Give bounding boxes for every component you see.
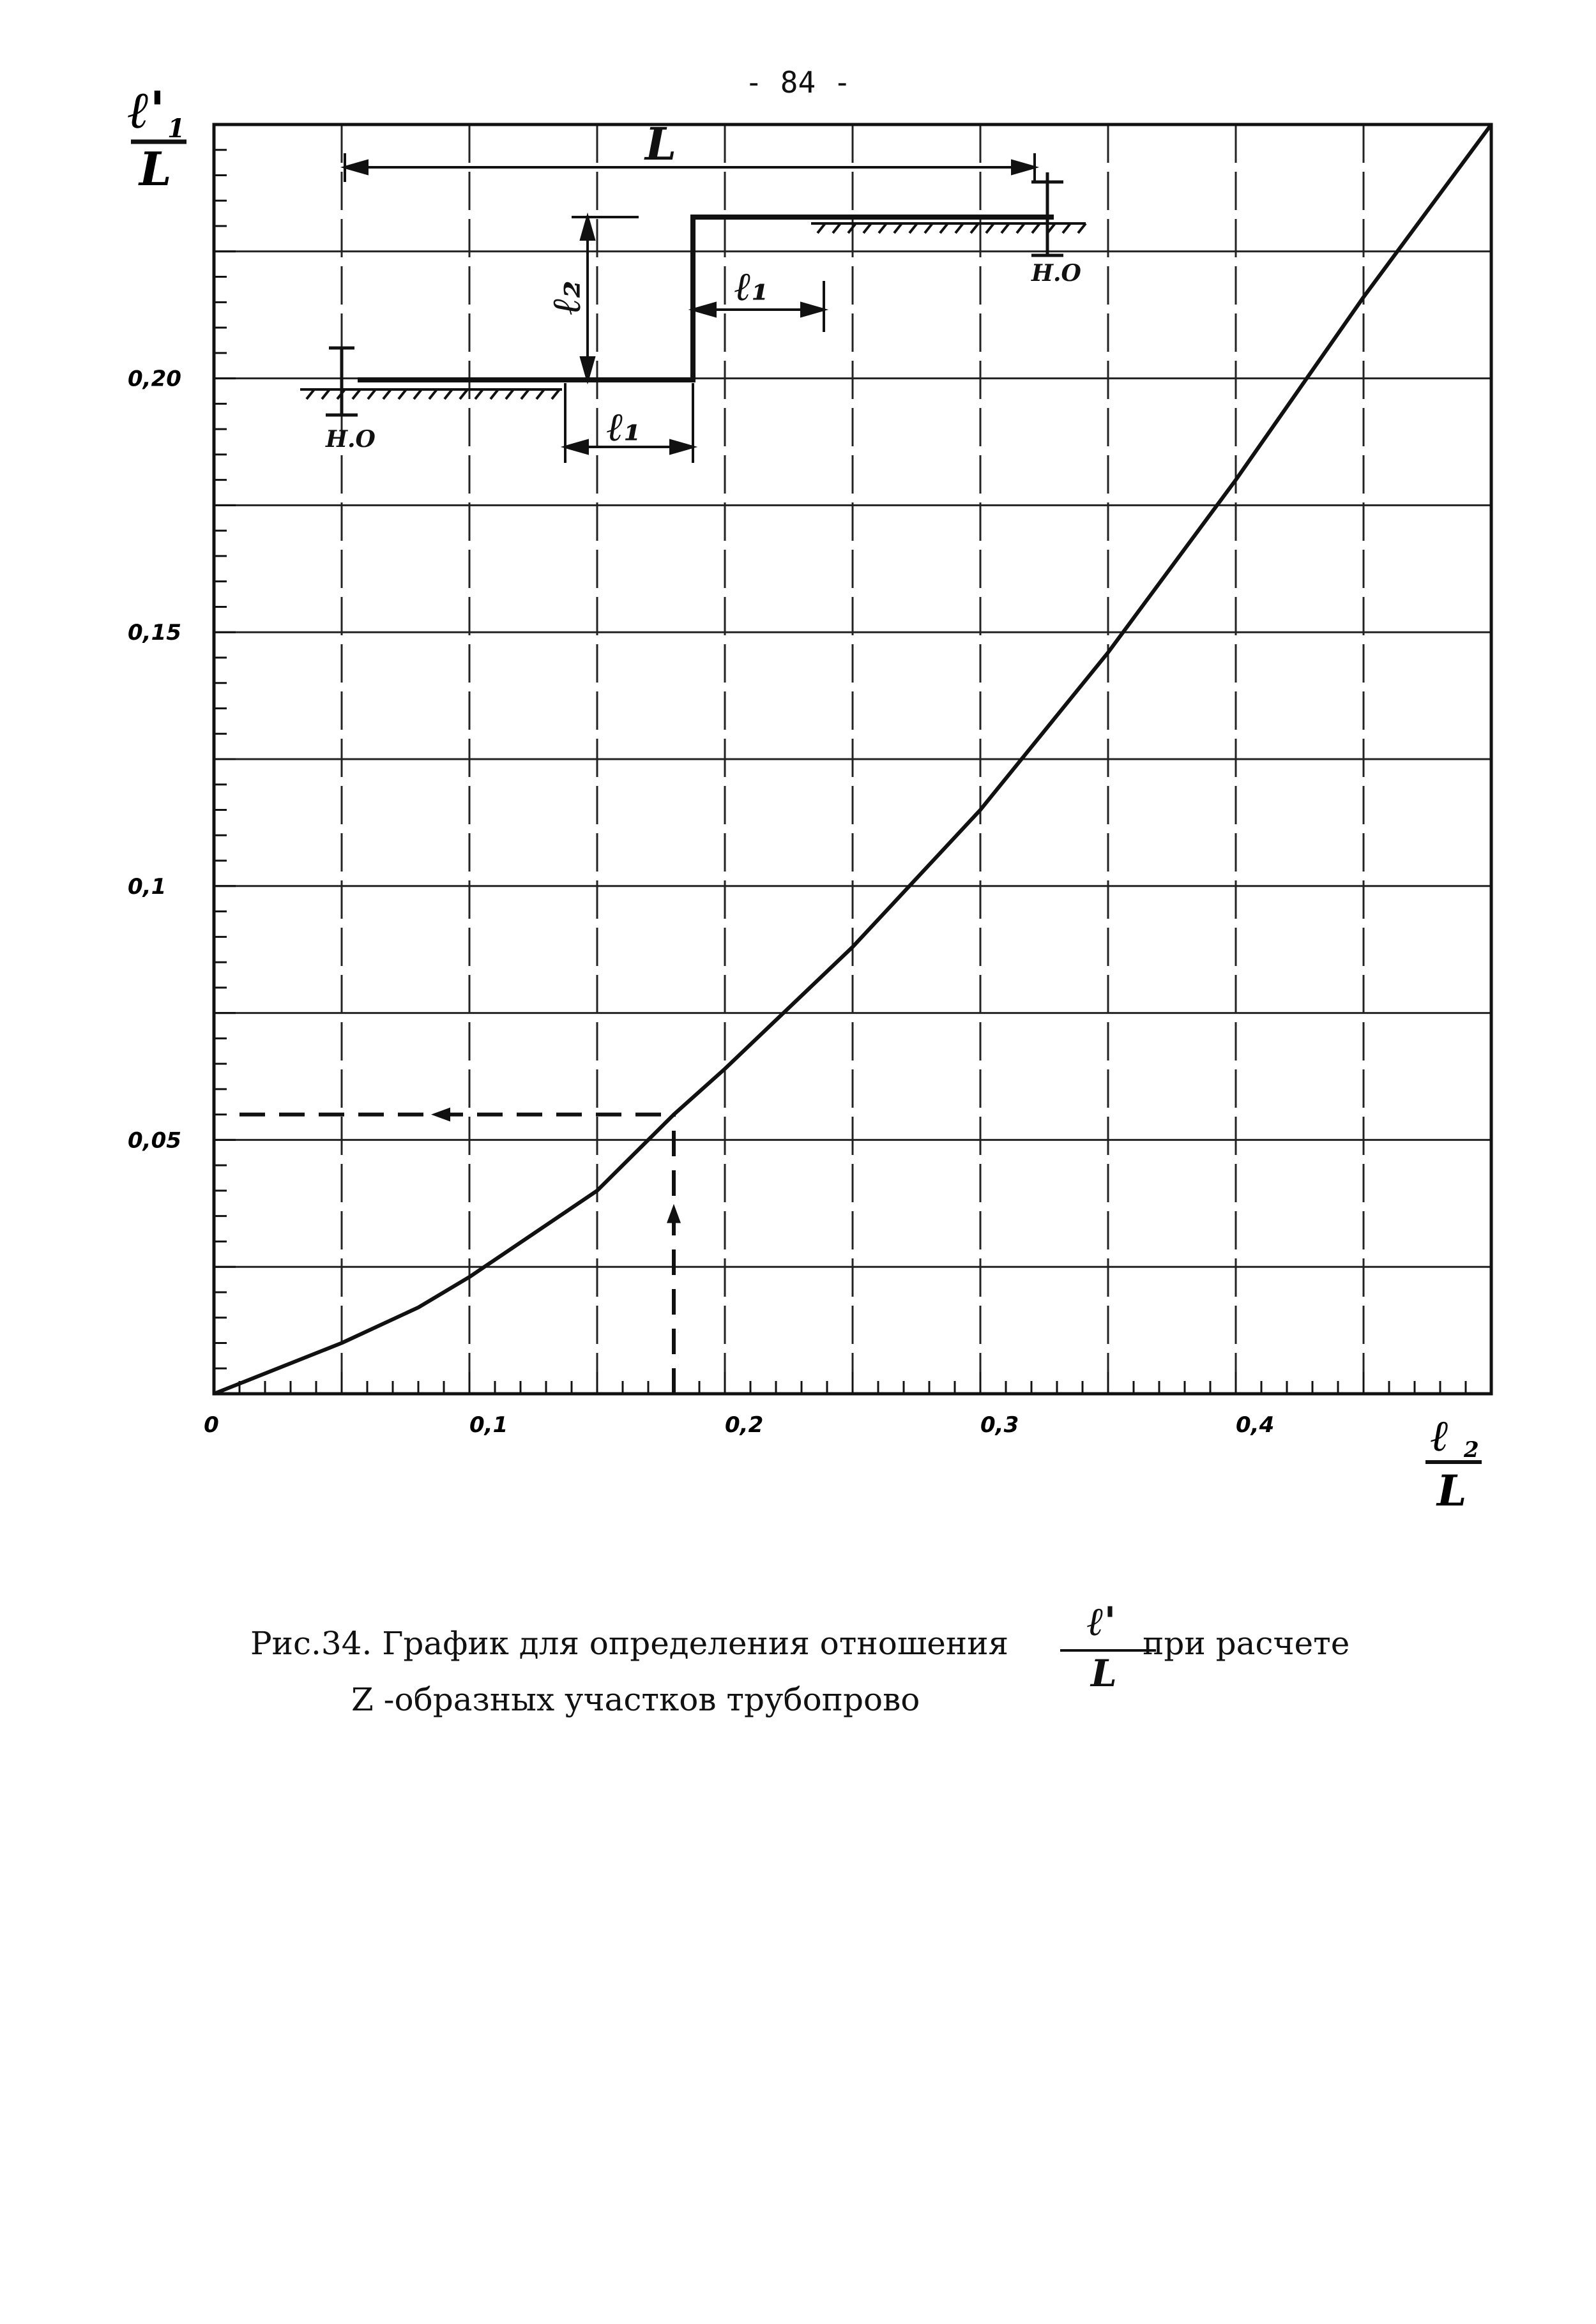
hatch-mark: [445, 389, 452, 399]
caption-line-1: [250, 1625, 1349, 1662]
hatch-mark: [925, 223, 932, 233]
y-axis-label-sub: 1: [167, 114, 185, 144]
hatch-mark: [521, 389, 529, 399]
support-right-label: Н.О: [1031, 260, 1081, 287]
x-tick-label: 0: [204, 1412, 219, 1438]
x-axis-label-sub: 2: [1464, 1437, 1479, 1463]
hatch-mark: [940, 223, 948, 233]
hatch-mark: [475, 389, 483, 399]
hatch-mark: [879, 223, 886, 233]
dimension-leg-upper-label: ℓ₁: [734, 263, 769, 310]
hatch-mark: [894, 223, 902, 233]
y-axis-label-num: ℓ': [128, 80, 165, 140]
x-axis-label-num: ℓ: [1431, 1410, 1450, 1461]
page-number: - 84 -: [745, 65, 851, 100]
hatch-mark: [552, 389, 559, 399]
dimension-span: [345, 153, 1035, 182]
caption-fraction-num: ℓ': [1087, 1598, 1116, 1645]
z-pipe-line: [358, 217, 1054, 380]
hatch-mark: [971, 223, 978, 233]
reading-guide: [239, 1108, 681, 1394]
hatch-mark: [1032, 223, 1040, 233]
hatch-mark: [909, 223, 917, 233]
hatch-mark: [353, 389, 360, 399]
x-tick-label: 0,3: [980, 1412, 1019, 1438]
x-tick-label: 0,1: [469, 1412, 508, 1438]
y-axis-label: [128, 80, 186, 196]
hatch-mark: [817, 223, 825, 233]
caption-suffix: при расчете: [1143, 1625, 1350, 1662]
reading-arrow-left: [431, 1108, 450, 1122]
support-right: [1031, 172, 1063, 255]
grid: [214, 124, 1491, 1394]
caption-prefix: Рис.34. График для определения отношения: [250, 1625, 1009, 1662]
hatch-mark: [1001, 223, 1009, 233]
y-axis-label-den: L: [139, 142, 172, 196]
hatch-mark: [1078, 223, 1086, 233]
tick-labels: [128, 366, 1274, 1438]
hatch-mark: [490, 389, 498, 399]
hatch-mark: [833, 223, 840, 233]
dimension-span-label: L: [645, 117, 677, 170]
hatch-mark: [506, 389, 513, 399]
x-tick-label: 0,4: [1236, 1412, 1275, 1438]
hatch-mark: [955, 223, 963, 233]
support-left-label: Н.О: [326, 426, 376, 453]
hatch-mark: [986, 223, 994, 233]
hatch-mark: [414, 389, 422, 399]
y-tick-label: 0,1: [128, 873, 167, 900]
hatch-mark: [536, 389, 544, 399]
y-tick-label: 0,15: [128, 620, 181, 646]
caption-line-2: Z -образных участков трубопрово: [351, 1681, 920, 1718]
hatch-mark: [399, 389, 406, 399]
hatch-mark: [1017, 223, 1024, 233]
x-axis-label: [1425, 1410, 1482, 1516]
hatch-mark: [383, 389, 391, 399]
dimension-leg-lower-label: ℓ₁: [607, 404, 641, 450]
y-tick-label: 0,20: [128, 366, 181, 392]
hatch-mark: [307, 389, 314, 399]
hatch-mark: [368, 389, 376, 399]
dimension-offset-label: ℓ₂: [543, 280, 589, 315]
hatch-mark: [322, 389, 330, 399]
y-tick-label: 0,05: [128, 1128, 181, 1154]
x-tick-label: 0,2: [725, 1412, 764, 1438]
x-axis-label-den: L: [1437, 1466, 1467, 1516]
caption-fraction: [1060, 1598, 1162, 1694]
hatch-mark: [460, 389, 467, 399]
caption-fraction-den: L: [1091, 1652, 1117, 1695]
hatch-mark: [429, 389, 437, 399]
z-pipe-sketch: [300, 117, 1086, 463]
support-left: [326, 348, 358, 415]
hatch-mark: [1063, 223, 1070, 233]
reading-arrow-up: [667, 1204, 681, 1223]
hatch-mark: [863, 223, 871, 233]
